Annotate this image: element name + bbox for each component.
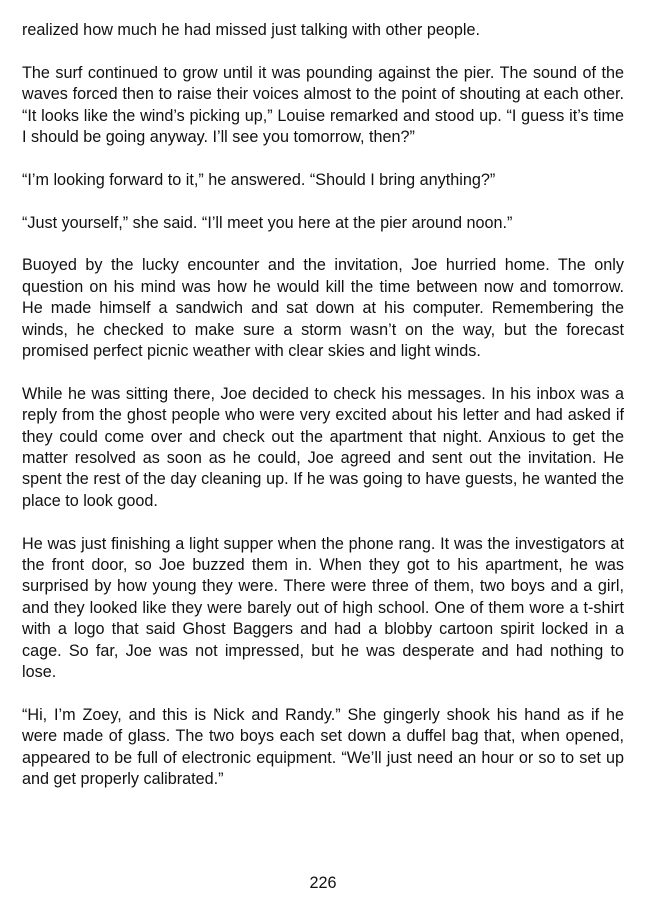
paragraph: “Just yourself,” she said. “I’ll meet you here at the pier around noon.” <box>22 213 513 232</box>
paragraph: While he was sitting there, Joe decided to check his messages. In his inbox was a reply from the ghost people who were very excited about his letter and had asked if they could come over and check out the apartment that night. Anxious to get the matter resolved as soon as he could, Joe agreed and sent out the invitation. He spent the rest of the day cleaning up. If he was going to have guests, he wanted the place to look good. <box>22 384 624 510</box>
page-number: 226 <box>309 874 337 892</box>
paragraph: He was just finishing a light supper when the phone rang. It was the investigators at the front door, so Joe buzzed them in. When they got to his apartment, he was surprised by how young they were. There were three of them, two boys and a girl, and they looked like they were barely out of high school. One of them wore a t-shirt with a logo that said Ghost Baggers and had a blobby cartoon spirit locked in a cage. So far, Joe was not impressed, but he was desperate and had nothing to lose. <box>22 534 624 682</box>
paragraph: “I’m looking forward to it,” he answered. “Should I bring anything?” <box>22 170 496 189</box>
paragraph: The surf continued to grow until it was pounding against the pier. The sound of the waves forced then to raise their voices almost to the point of shouting at each other. “It looks like the wind’s picking up,” Louise remarked and stood up. “I guess it’s time I should be going anyway. I’ll see you tomorrow, then?” <box>22 63 624 147</box>
paragraph: Buoyed by the lucky encounter and the invitation, Joe hurried home. The only question on his mind was how he would kill the time between now and tomorrow. He made himself a sandwich and sat down at his computer. Remembering the winds, he checked to make sure a storm wasn’t on the way, but the forecast promised perfect picnic weather with clear skies and light winds. <box>22 256 624 361</box>
page-body <box>22 20 624 812</box>
paragraph: “Hi, I’m Zoey, and this is Nick and Randy.” She gingerly shook his hand as if he were made of glass. The two boys each set down a duffel bag that, when opened, appeared to be full of electronic equipment. “We’ll just need an hour or so to set up and get properly calibrated.” <box>22 705 624 789</box>
paragraph: realized how much he had missed just talking with other people. <box>22 21 481 39</box>
